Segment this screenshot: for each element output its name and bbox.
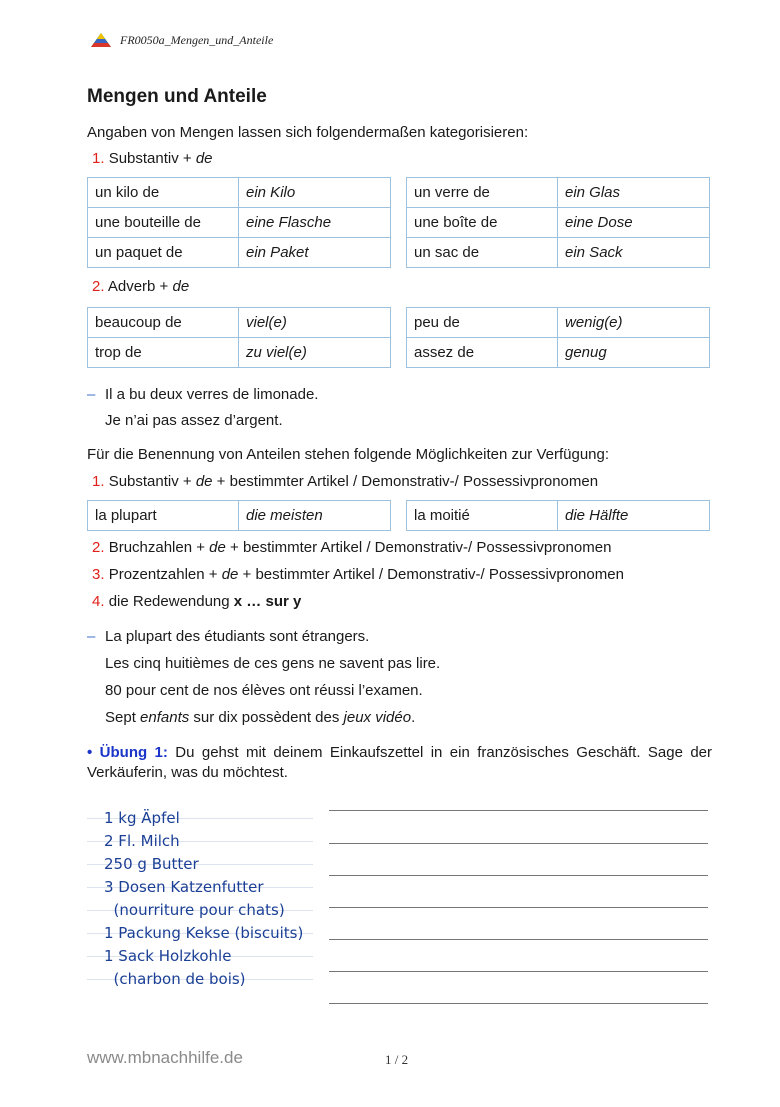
table-cell: assez de — [407, 338, 558, 368]
answer-line[interactable] — [329, 810, 708, 811]
list-text: + bestimmter Artikel / Demonstrativ-/ Possessivpronomen — [238, 566, 624, 583]
answer-line[interactable] — [329, 1003, 708, 1004]
exercise-instruction — [87, 743, 712, 783]
example-dash-icon: – — [87, 628, 96, 645]
list-text: Prozentzahlen + — [108, 566, 222, 583]
example-sentence: La plupart des étudiants sont étrangers. — [105, 628, 370, 645]
table-row — [407, 338, 710, 368]
list-text: + bestimmter Artikel / Demonstrativ-/ Possessivpronomen — [225, 539, 612, 556]
shopping-list-item: 1 kg Äpfel — [104, 809, 180, 827]
table-cell: viel(e) — [239, 308, 391, 338]
example-sentence: Il a bu deux verres de limonade. — [105, 386, 319, 403]
example-sentence: 80 pour cent de nos élèves ont réussi l’examen. — [105, 682, 423, 699]
table-cell: trop de — [88, 338, 239, 368]
table-cell: un paquet de — [88, 238, 239, 268]
table-cell: ein Glas — [558, 178, 710, 208]
footer-website[interactable]: www.mbnachhilfe.de — [87, 1048, 243, 1067]
exercise-text: Du gehst mit deinem Einkaufszettel in ein französisches Geschäft. Sage der Verkäuferin, was du möchtest. — [87, 744, 712, 781]
list-text: Adverb + — [107, 278, 173, 295]
table-cell: un kilo de — [88, 178, 239, 208]
adverb-table-left — [87, 307, 391, 368]
table-cell: zu viel(e) — [239, 338, 391, 368]
table-cell: ein Paket — [239, 238, 391, 268]
answer-line[interactable] — [329, 875, 708, 876]
table-row — [407, 308, 710, 338]
table-row — [88, 308, 391, 338]
table-cell: une boîte de — [407, 208, 558, 238]
sentence-part: sur dix possèdent des — [189, 709, 344, 726]
adverb-table-right — [406, 307, 710, 368]
share-table-left — [87, 500, 391, 531]
table-row — [88, 208, 391, 238]
list-de: de — [221, 566, 239, 583]
sentence-part: enfants — [140, 709, 190, 726]
table-cell: une bouteille de — [88, 208, 239, 238]
table-cell: eine Flasche — [239, 208, 391, 238]
list-item-substantiv-artikel — [92, 472, 598, 492]
table-row — [407, 178, 710, 208]
list-de: de — [195, 150, 213, 167]
table-cell: un sac de — [407, 238, 558, 268]
table-cell: ein Sack — [558, 238, 710, 268]
example-sentence: Je n’ai pas assez d’argent. — [105, 412, 283, 429]
shopping-list-item: (nourriture pour chats) — [104, 901, 285, 919]
table-row — [407, 238, 710, 268]
list-number: 2. — [92, 539, 105, 556]
table-cell: die meisten — [239, 501, 391, 531]
list-bold: x … sur y — [233, 593, 302, 610]
table-row — [88, 501, 391, 531]
example-sentence — [105, 708, 415, 728]
shopping-list — [87, 796, 313, 992]
exercise-label: Übung 1: — [99, 744, 168, 761]
table-row — [88, 178, 391, 208]
page-number: 1 / 2 — [385, 1052, 409, 1067]
answer-line[interactable] — [329, 971, 708, 972]
shopping-list-item: 250 g Butter — [104, 855, 199, 873]
answer-line[interactable] — [329, 907, 708, 908]
shopping-list-item: (charbon de bois) — [104, 970, 246, 988]
table-cell: eine Dose — [558, 208, 710, 238]
list-text: Bruchzahlen + — [108, 539, 210, 556]
sentence-part: Sept — [105, 709, 141, 726]
table-cell: die Hälfte — [558, 501, 710, 531]
mountain-logo-icon — [90, 32, 112, 48]
table-cell: ein Kilo — [239, 178, 391, 208]
table-row — [407, 208, 710, 238]
list-de: de — [172, 278, 190, 295]
table-cell: beaucoup de — [88, 308, 239, 338]
table-cell: la plupart — [88, 501, 239, 531]
share-table-right — [406, 500, 710, 531]
table-row — [88, 338, 391, 368]
list-item-bruchzahlen — [92, 538, 611, 558]
list-text: die Redewendung — [108, 593, 234, 610]
table-row — [407, 501, 710, 531]
shopping-list-item: 1 Packung Kekse (biscuits) — [104, 924, 304, 942]
table-cell: un verre de — [407, 178, 558, 208]
list-number: 3. — [92, 566, 105, 583]
list-de: de — [195, 473, 213, 490]
shopping-list-item: 2 Fl. Milch — [104, 832, 180, 850]
list-number: 2. — [92, 278, 105, 295]
answer-line[interactable] — [329, 939, 708, 940]
table-cell: genug — [558, 338, 710, 368]
answer-line[interactable] — [329, 843, 708, 844]
list-text: Substantiv + — [108, 150, 196, 167]
table-cell: wenig(e) — [558, 308, 710, 338]
list-item-substantiv — [92, 149, 213, 169]
sentence-part: . — [411, 709, 416, 726]
shopping-list-item: 1 Sack Holzkohle — [104, 947, 232, 965]
quantity-table-left — [87, 177, 391, 268]
section2-intro: Für die Benennung von Anteilen stehen folgende Möglichkeiten zur Verfügung: — [87, 446, 610, 463]
list-de: de — [209, 539, 226, 556]
document-id: FR0050a_Mengen_und_Anteile — [120, 32, 274, 47]
list-item-adverb — [92, 277, 189, 297]
page-header — [90, 30, 273, 50]
list-item-redewendung — [92, 592, 301, 612]
section1-intro: Angaben von Mengen lassen sich folgendermaßen kategorisieren: — [87, 124, 529, 141]
sentence-part: jeux vidéo — [343, 709, 412, 726]
table-cell: la moitié — [407, 501, 558, 531]
list-number: 1. — [92, 150, 105, 167]
example-sentence: Les cinq huitièmes de ces gens ne savent pas lire. — [105, 655, 441, 672]
table-cell: peu de — [407, 308, 558, 338]
list-text: Substantiv + — [108, 473, 196, 490]
exercise-bullet: • — [87, 744, 93, 761]
list-number: 4. — [92, 593, 105, 610]
list-item-prozentzahlen — [92, 565, 624, 585]
table-row — [88, 238, 391, 268]
quantity-table-right — [406, 177, 710, 268]
example-dash-icon: – — [87, 386, 96, 403]
page-title: Mengen und Anteile — [87, 86, 267, 107]
list-text: + bestimmter Artikel / Demonstrativ-/ Possessivpronomen — [212, 473, 599, 490]
list-number: 1. — [92, 473, 105, 490]
shopping-list-item: 3 Dosen Katzenfutter — [104, 878, 264, 896]
